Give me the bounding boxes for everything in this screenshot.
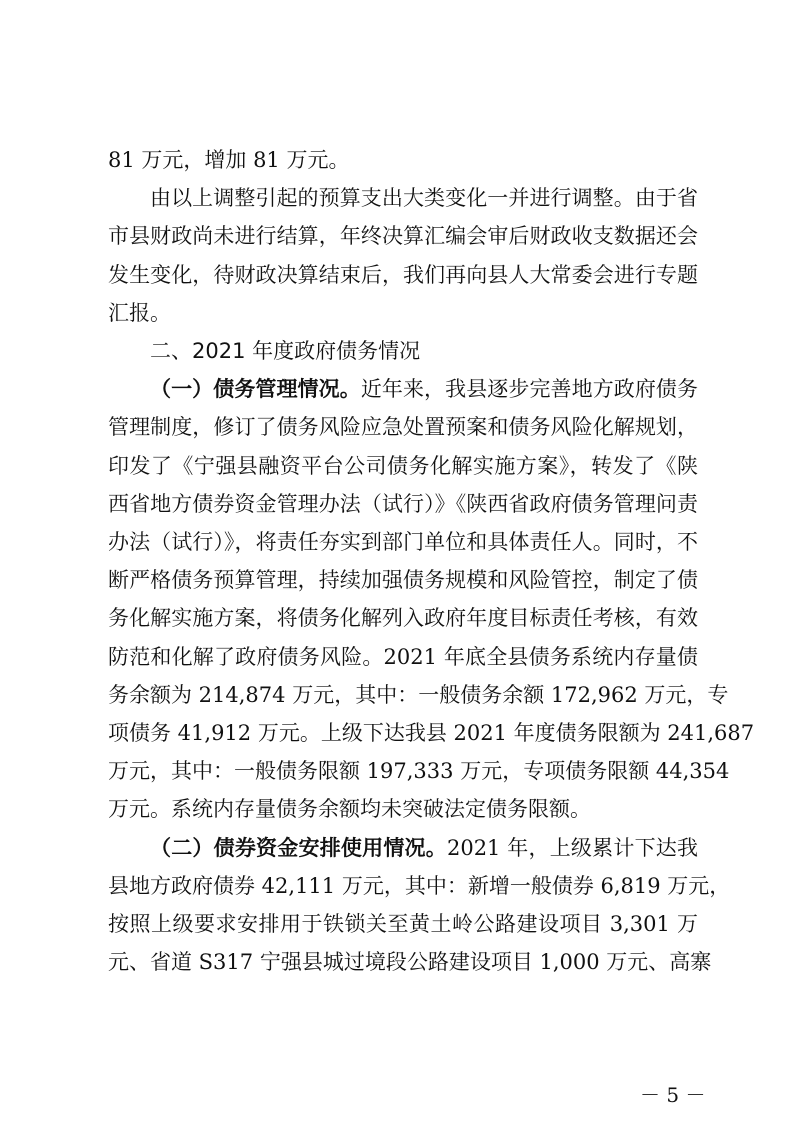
paragraph-line: 由以上调整引起的预算支出大类变化一并进行调整。由于省: [150, 186, 698, 211]
paragraph-text: 2021 年，上级累计下达我: [446, 835, 698, 860]
paragraph-line: 印发了《宁强县融资平台公司债务化解实施方案》，转发了《陕: [108, 453, 698, 478]
paragraph-line: 万元。系统内存量债务余额均未突破法定债务限额。: [108, 797, 591, 822]
paragraph-line: 汇报。: [108, 300, 171, 325]
page-number: － 5 －: [640, 1083, 706, 1107]
paragraph-line: 防范和化解了政府债务风险。2021 年底全县债务系统内存量债: [108, 644, 698, 669]
paragraph-line: 万元，其中：一般债务限额 197,333 万元，专项债务限额 44,354: [108, 759, 730, 784]
paragraph-line: 管理制度，修订了债务风险应急处置预案和债务风险化解规划，: [108, 415, 698, 440]
paragraph-line: 项债务 41,912 万元。上级下达我县 2021 年度债务限额为 241,687: [108, 721, 755, 745]
section-heading: 二、2021 年度政府债务情况: [150, 339, 421, 363]
paragraph-line: 元、省道 S317 宁强县城过境段公路建设项目 1,000 万元、高寨: [108, 950, 712, 975]
paragraph-line: 办法（试行）》，将责任夯实到部门单位和具体责任人。同时，不: [108, 530, 698, 554]
paragraph-line: 务化解实施方案，将债务化解列入政府年度目标责任考核，有效: [108, 606, 698, 631]
subsection-title: （二）债券资金安排使用情况。: [150, 835, 447, 860]
paragraph-line: 发生变化，待财政决算结束后，我们再向县人大常委会进行专题: [108, 262, 698, 287]
paragraph-line: 断严格债务预算管理，持续加强债务规模和风险管控，制定了债: [108, 568, 698, 593]
paragraph-line: 市县财政尚未进行结算，年终决算汇编会审后财政收支数据还会: [108, 224, 698, 249]
subsection-title: （一）债务管理情况。: [150, 377, 361, 402]
paragraph-line: 县地方政府债券 42,111 万元，其中：新增一般债券 6,819 万元，: [108, 873, 731, 898]
paragraph-line: [150, 371, 698, 407]
paragraph-line: 西省地方债券资金管理办法（试行）》《陕西省政府债务管理问责: [108, 491, 698, 516]
paragraph-line: 81 万元，增加 81 万元。: [108, 148, 350, 172]
paragraph-line: [150, 830, 698, 866]
paragraph-line: 按照上级要求安排用于铁锁关至黄土岭公路建设项目 3,301 万: [108, 912, 698, 936]
paragraph-line: 务余额为 214,874 万元，其中：一般债务余额 172,962 万元，专: [108, 682, 729, 707]
paragraph-text: 近年来，我县逐步完善地方政府债务: [360, 377, 699, 402]
